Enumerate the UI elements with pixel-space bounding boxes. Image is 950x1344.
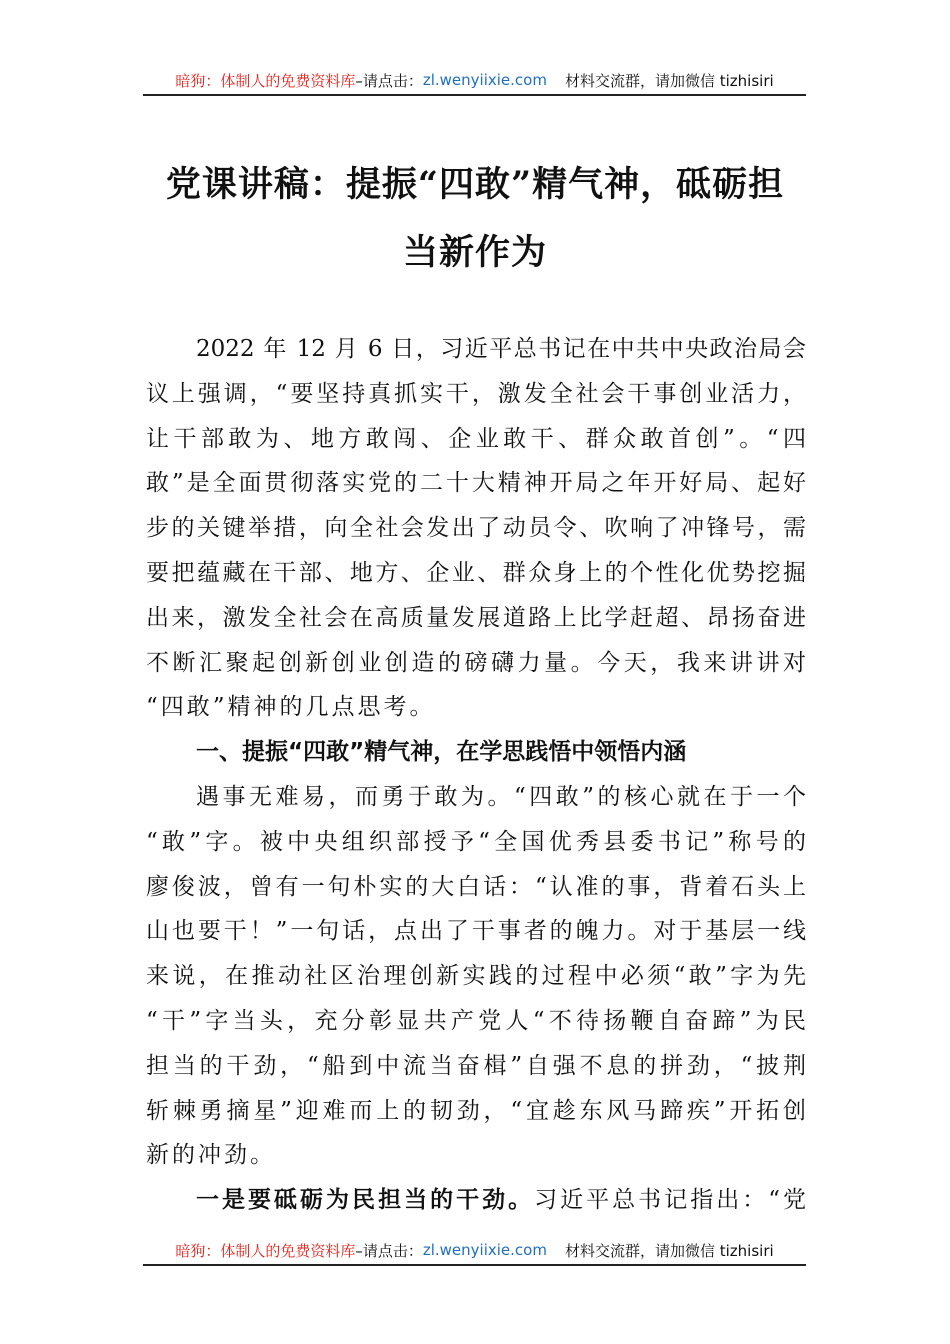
text-line: 2022 年 12 月 6 日，习近平总书记在中共中央政治局会 [196, 336, 806, 362]
banner-click-text: –请点击： [355, 71, 423, 90]
text-line: 出来，激发全社会在高质量发展道路上比学赶超、昂扬奋进 [146, 604, 806, 631]
title-line-1: 党课讲稿：提振“四敢”精气神，砥砺担 [165, 164, 785, 205]
title-line-2: 当新作为 [402, 232, 547, 273]
banner-link[interactable]: zl.wenyiixie.com [422, 71, 547, 89]
text-line: 让干部敢为、地方敢闯、企业敢干、群众敢首创”。“四 [146, 425, 806, 452]
header-banner [143, 66, 806, 96]
document-body [146, 327, 806, 1223]
banner-group-text: 材料交流群，请加微信 tizhisiri [564, 71, 774, 90]
text-line: 山也要干！”一句话，点出了干事者的魄力。对于基层一线 [146, 918, 806, 945]
banner-link[interactable]: zl.wenyiixie.com [422, 1241, 547, 1259]
banner-group-text: 材料交流群，请加微信 tizhisiri [564, 1241, 774, 1260]
text-line: 步的关键举措，向全社会发出了动员令、吹响了冲锋号，需 [146, 515, 806, 542]
text-line: 要把蕴藏在干部、地方、企业、群众身上的个性化优势挖掘 [146, 559, 806, 586]
text-line: 敢”是全面贯彻落实党的二十大精神开局之年开好局、起好 [146, 470, 806, 497]
text-line: 不断汇聚起创新创业创造的磅礴力量。今天，我来讲讲对 [146, 649, 806, 676]
text-line: 新的冲劲。 [146, 1142, 276, 1169]
text-line: “四敢”精神的几点思考。 [146, 694, 436, 721]
banner-click-text: –请点击： [355, 1241, 423, 1260]
line-rest: 习近平总书记指出：“党 [534, 1187, 807, 1214]
text-line [146, 1178, 806, 1223]
text-line: 担当的干劲，“船到中流当奋楫”自强不息的拼劲，“披荆 [146, 1052, 806, 1079]
text-line: 议上强调，“要坚持真抓实干，激发全社会干事创业活力， [146, 380, 806, 407]
bold-lead: 一是要砥砺为民担当的干劲。 [196, 1186, 535, 1214]
text-line: 廖俊波，曾有一句朴实的大白话：“认准的事，背着石头上 [146, 873, 806, 900]
text-line: 遇事无难易，而勇于敢为。“四敢”的核心就在于一个 [196, 783, 806, 810]
text-line: 斩棘勇摘星”迎难而上的韧劲，“宜趁东风马蹄疾”开拓创 [146, 1097, 806, 1124]
banner-red-text: 暗狗：体制人的免费资料库 [175, 71, 356, 90]
section-heading: 一、提振“四敢”精气神，在学思践悟中领悟内涵 [196, 739, 687, 766]
text-line: “敢”字。被中央组织部授予“全国优秀县委书记”称号的 [146, 828, 806, 855]
text-line: 来说，在推动社区治理创新实践的过程中必须“敢”字为先 [146, 963, 806, 990]
text-line: “干”字当头，充分彰显共产党人“不待扬鞭自奋蹄”为民 [146, 1007, 806, 1034]
banner-red-text: 暗狗：体制人的免费资料库 [175, 1241, 356, 1260]
document-title [120, 151, 830, 287]
footer-banner [143, 1236, 806, 1266]
